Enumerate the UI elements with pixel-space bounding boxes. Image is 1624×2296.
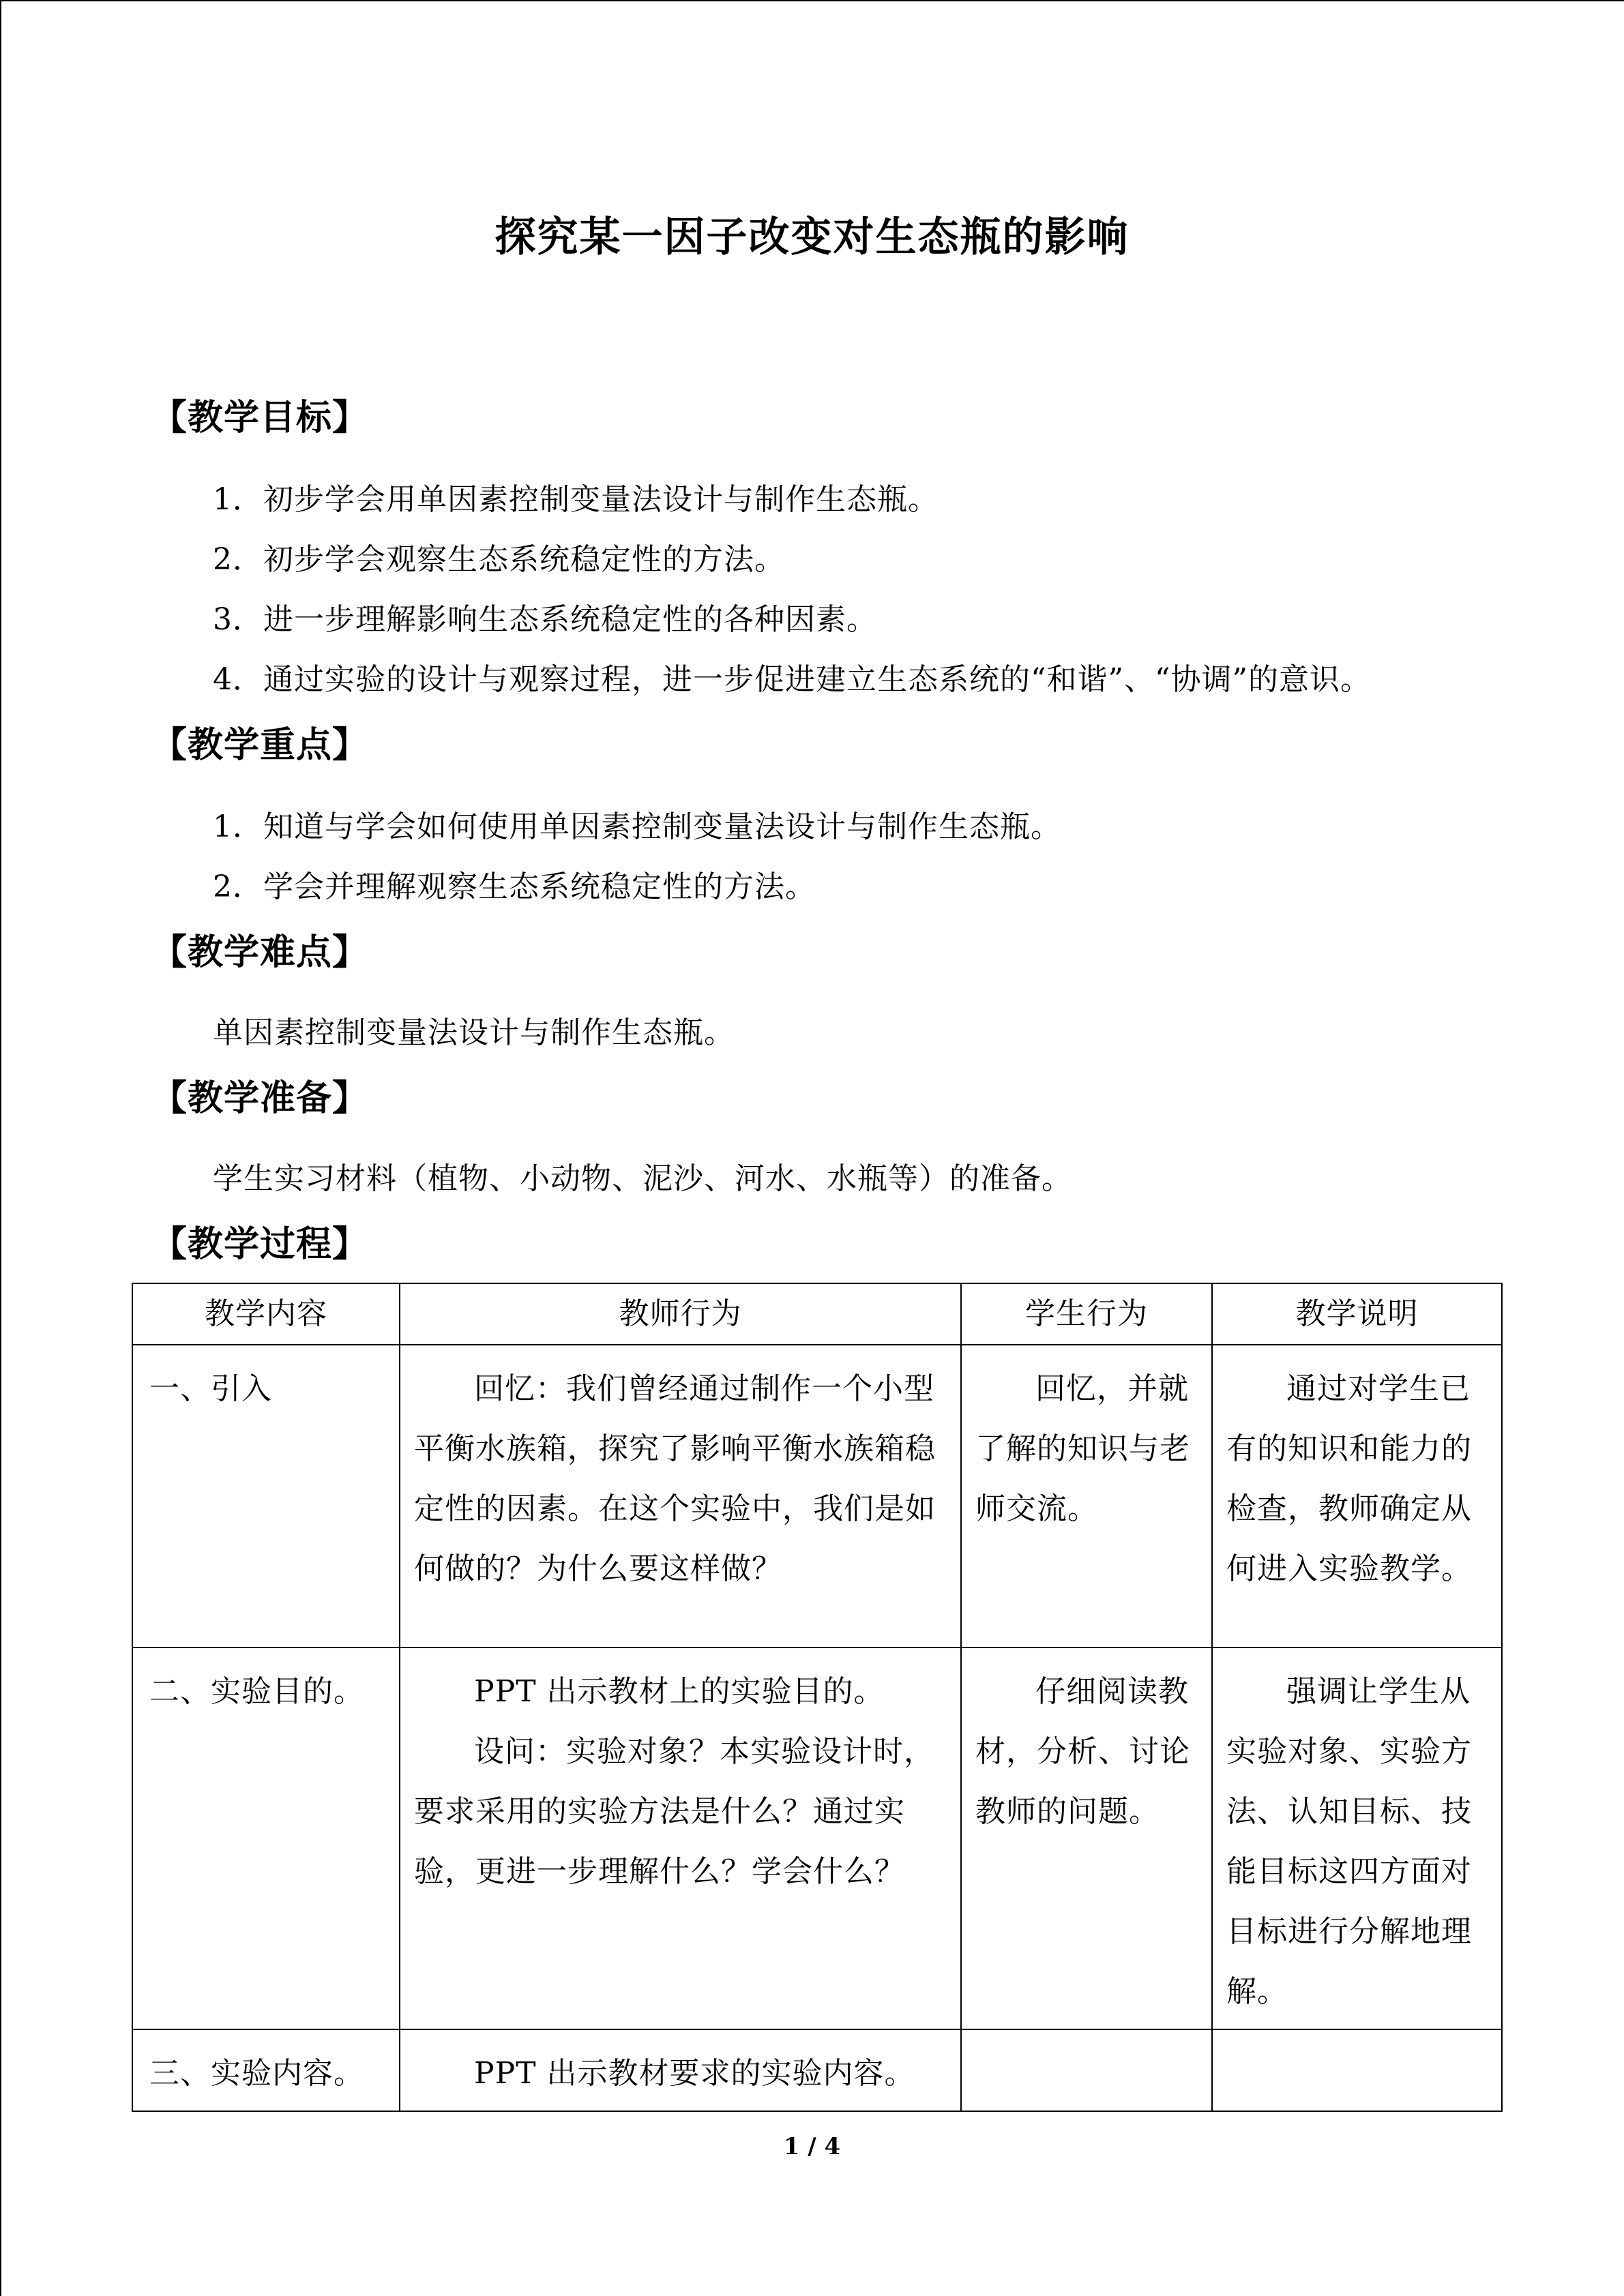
row-2-teacher-para-1: PPT 出示教材上的实验目的。 <box>474 1674 885 1709</box>
key-point-item-2: 2．学会并理解观察生态系统稳定性的方法。 <box>213 869 816 904</box>
row-1-student-text: 回忆，并就了解的知识与老师交流。 <box>975 1371 1190 1526</box>
table-row <box>132 1345 1502 1648</box>
row-3-student <box>961 2029 1212 2111</box>
objective-item-3: 3．进一步理解影响生态系统稳定性的各种因素。 <box>213 602 877 637</box>
row-2-student <box>961 1648 1212 2029</box>
row-1-teacher <box>400 1345 961 1648</box>
row-3-note <box>1212 2029 1502 2111</box>
objectives-heading: 【教学目标】 <box>151 398 369 438</box>
column-header-content: 教学内容 <box>132 1283 400 1345</box>
table-header-row <box>132 1283 1502 1345</box>
row-1-student <box>961 1345 1212 1648</box>
document-title: 探究某一因子改变对生态瓶的影响 <box>494 213 1130 261</box>
row-1-note <box>1212 1345 1502 1648</box>
row-2-teacher-para-2: 设问：实验对象？本实验设计时，要求采用的实验方法是什么？通过实验，更进一步理解什么？学会什么？ <box>414 1734 934 1889</box>
column-header-teacher: 教师行为 <box>400 1283 961 1345</box>
objective-item-2: 2．初步学会观察生态系统稳定性的方法。 <box>213 542 785 577</box>
row-3-teacher <box>400 2029 961 2111</box>
process-table <box>132 1283 1503 2112</box>
key-point-item-1: 1．知道与学会如何使用单因素控制变量法设计与制作生态瓶。 <box>213 809 1061 844</box>
row-2-teacher <box>400 1648 961 2029</box>
row-1-content: 一、引入 <box>132 1345 400 1648</box>
objective-item-1: 1．初步学会用单因素控制变量法设计与制作生态瓶。 <box>213 482 939 517</box>
page-number: 1 / 4 <box>783 2133 841 2160</box>
process-heading: 【教学过程】 <box>151 1224 369 1265</box>
row-3-content: 三、实验内容。 <box>132 2029 400 2111</box>
row-2-content: 二、实验目的。 <box>132 1648 400 2029</box>
preparation-heading: 【教学准备】 <box>151 1078 369 1119</box>
difficulties-heading: 【教学难点】 <box>151 932 369 973</box>
row-2-student-text: 仔细阅读教材，分析、讨论教师的问题。 <box>975 1674 1190 1829</box>
table-row <box>132 2029 1502 2111</box>
column-header-note: 教学说明 <box>1212 1283 1502 1345</box>
row-3-teacher-para-1: PPT 出示教材要求的实验内容。 <box>474 2056 915 2091</box>
column-header-student: 学生行为 <box>961 1283 1212 1345</box>
preparation-text: 学生实习材料（植物、小动物、泥沙、河水、水瓶等）的准备。 <box>213 1161 1072 1196</box>
objective-item-4: 4．通过实验的设计与观察过程，进一步促进建立生态系统的“和谐”、“协调”的意识。 <box>213 662 1371 697</box>
row-2-note-text: 强调让学生从实验对象、实验方法、认知目标、技能目标这四方面对目标进行分解地理解。 <box>1226 1674 1472 2009</box>
difficulties-text: 单因素控制变量法设计与制作生态瓶。 <box>213 1015 735 1050</box>
row-1-note-text: 通过对学生已有的知识和能力的检查，教师确定从何进入实验教学。 <box>1226 1371 1472 1586</box>
row-1-teacher-para-1: 回忆：我们曾经通过制作一个小型平衡水族箱，探究了影响平衡水族箱稳定性的因素。在这个实验中，我们是如何做的？为什么要这样做？ <box>414 1371 936 1586</box>
key-points-heading: 【教学重点】 <box>151 725 369 766</box>
row-2-note <box>1212 1648 1502 2029</box>
table-row <box>132 1648 1502 2029</box>
